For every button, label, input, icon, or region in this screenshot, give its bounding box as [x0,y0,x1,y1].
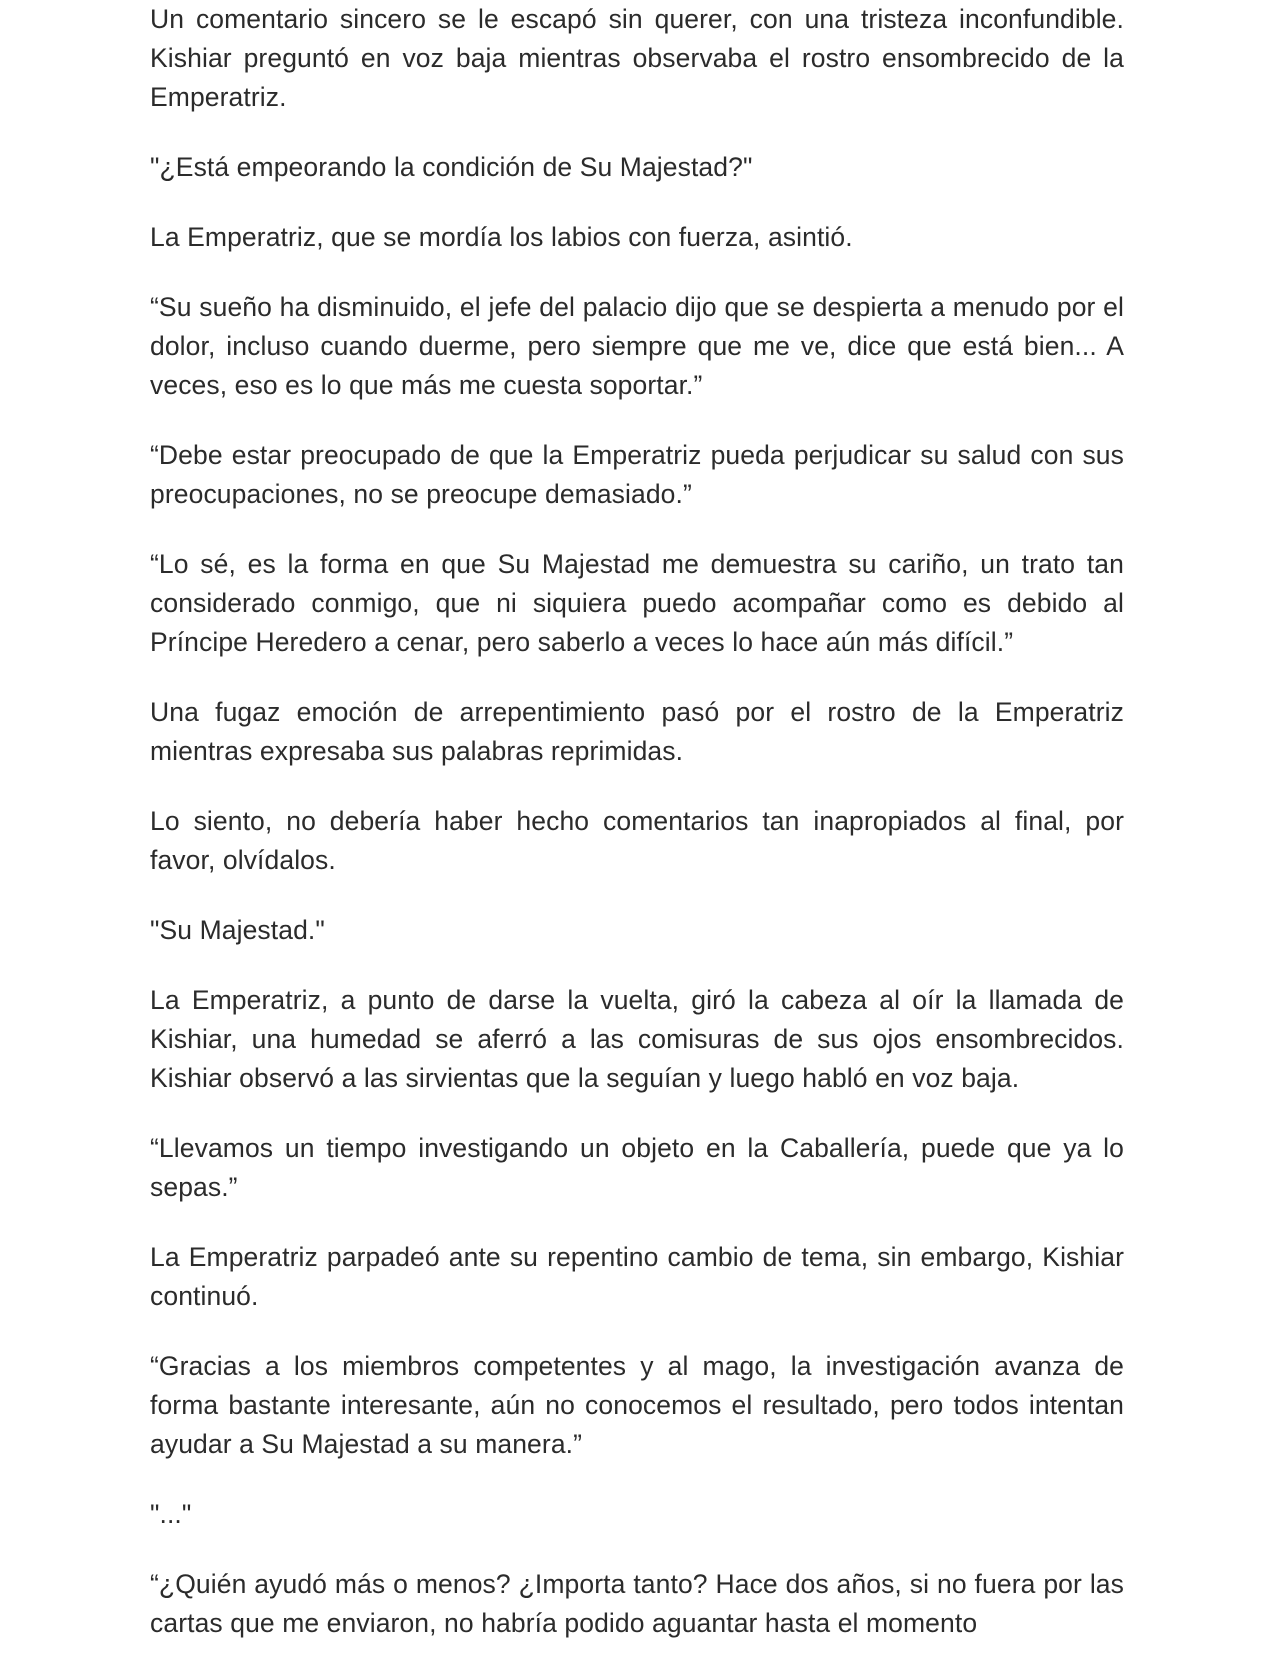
paragraph: “Debe estar preocupado de que la Emperatriz pueda perjudicar su salud con sus preocupaciones, no se preocupe demasiado.” [150,440,1124,509]
paragraph: “Lo sé, es la forma en que Su Majestad me demuestra su cariño, un trato tan considerado conmigo, que ni siquiera puedo acompañar como es debido al Príncipe Heredero a cenar, pero saberlo a veces lo hace aún más difícil.” [150,549,1124,657]
paragraph: “¿Quién ayudó más o menos? ¿Importa tanto? Hace dos años, si no fuera por las cartas que me enviaron, no habría podido aguantar hasta el momento [150,1569,1124,1638]
paragraph: Lo siento, no debería haber hecho comentarios tan inapropiados al final, por favor, olvídalos. [150,806,1124,875]
paragraph: La Emperatriz parpadeó ante su repentino cambio de tema, sin embargo, Kishiar continuó. [150,1242,1124,1311]
paragraph: Un comentario sincero se le escapó sin querer, con una tristeza inconfundible. Kishiar preguntó en voz baja mientras observaba el rostro ensombrecido de la Emperatriz. [150,4,1124,112]
paragraph: "..." [150,1499,192,1529]
paragraph: “Su sueño ha disminuido, el jefe del palacio dijo que se despierta a menudo por el dolor, incluso cuando duerme, pero siempre que me ve, dice que está bien... A veces, eso es lo que más me cuesta soportar.” [150,292,1124,400]
paragraph: "¿Está empeorando la condición de Su Majestad?" [150,152,753,182]
paragraph: "Su Majestad." [150,915,325,945]
paragraph: “Gracias a los miembros competentes y al mago, la investigación avanza de forma bastante interesante, aún no conocemos el resultado, pero todos intentan ayudar a Su Majestad a su manera.” [150,1351,1124,1459]
paragraph: La Emperatriz, que se mordía los labios con fuerza, asintió. [150,222,853,252]
paragraph: Una fugaz emoción de arrepentimiento pasó por el rostro de la Emperatriz mientras expresaba sus palabras reprimidas. [150,697,1124,766]
document-page [150,0,1124,1674]
paragraph: “Llevamos un tiempo investigando un objeto en la Caballería, puede que ya lo sepas.” [150,1133,1124,1202]
paragraph: La Emperatriz, a punto de darse la vuelta, giró la cabeza al oír la llamada de Kishiar, una humedad se aferró a las comisuras de sus ojos ensombrecidos. Kishiar observó a las sirvientas que la seguían y luego habló en voz baja. [150,985,1124,1093]
